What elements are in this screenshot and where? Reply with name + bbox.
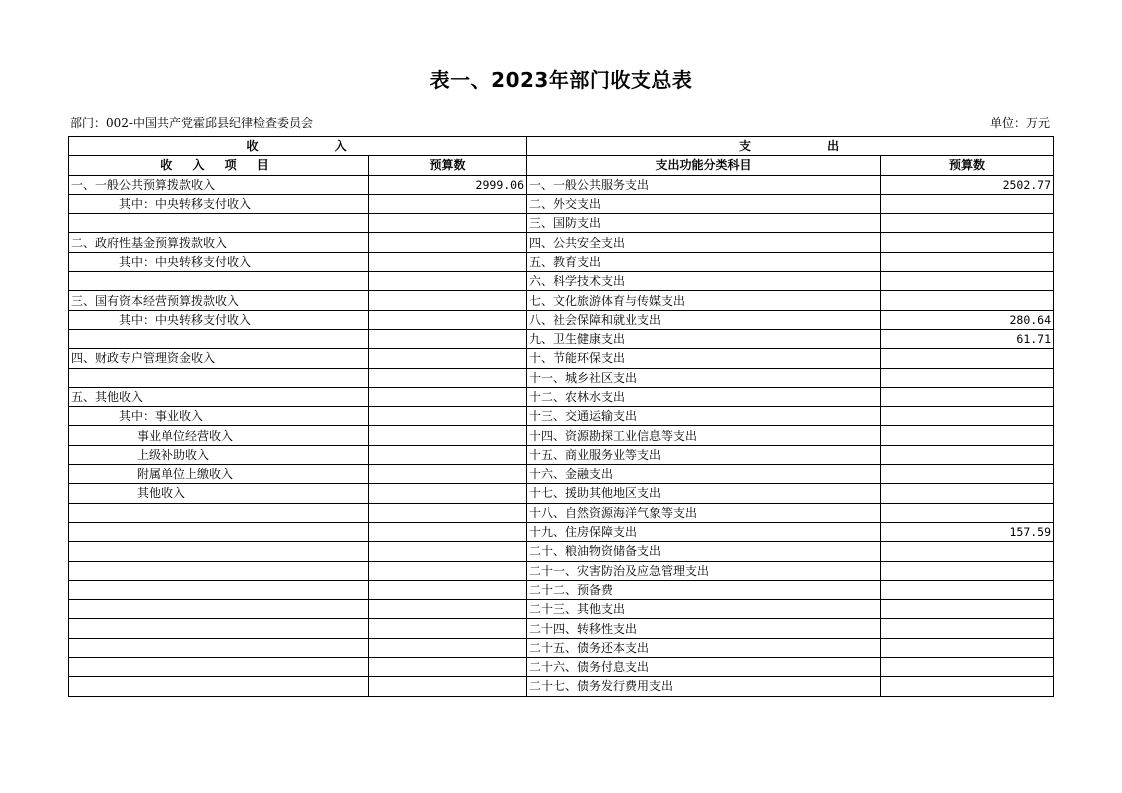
expense-item-cell: 十四、资源勘探工业信息等支出 [527, 426, 881, 445]
expense-budget-cell [881, 561, 1054, 580]
budget-table-body [69, 137, 1054, 697]
table-row [69, 542, 1054, 561]
income-item-cell [69, 658, 369, 677]
table-row [69, 291, 1054, 310]
table-row [69, 387, 1054, 406]
income-budget-cell [369, 619, 527, 638]
table-row [69, 349, 1054, 368]
income-budget-cell [369, 658, 527, 677]
expense-budget-cell [881, 426, 1054, 445]
income-item-cell: 其中：中央转移支付收入 [69, 252, 369, 271]
table-row [69, 368, 1054, 387]
expense-budget-cell [881, 580, 1054, 599]
expense-budget-cell [881, 465, 1054, 484]
income-item-cell: 附属单位上缴收入 [69, 465, 369, 484]
income-item-cell: 其中：中央转移支付收入 [69, 310, 369, 329]
expense-item-header: 支出功能分类科目 [527, 156, 881, 175]
income-group-header-label: 收 入 [246, 139, 349, 154]
page-title: 表一、2023年部门收支总表 [429, 68, 693, 92]
income-budget-cell [369, 522, 527, 541]
income-item-cell [69, 503, 369, 522]
income-budget-cell [369, 503, 527, 522]
expense-budget-cell [881, 677, 1054, 696]
expense-budget-cell [881, 658, 1054, 677]
expense-item-cell: 十、节能环保支出 [527, 349, 881, 368]
income-budget-cell [369, 194, 527, 213]
table-row [69, 677, 1054, 696]
income-item-cell [69, 368, 369, 387]
income-budget-cell [369, 465, 527, 484]
expense-budget-cell: 280.64 [881, 310, 1054, 329]
expense-group-header-label: 支 出 [738, 139, 842, 154]
expense-budget-cell [881, 542, 1054, 561]
income-budget-cell [369, 484, 527, 503]
income-budget-cell [369, 291, 527, 310]
expense-budget-cell [881, 272, 1054, 291]
income-item-header [69, 156, 369, 175]
income-budget-cell [369, 387, 527, 406]
table-row [69, 407, 1054, 426]
income-item-cell: 四、财政专户管理资金收入 [69, 349, 369, 368]
table-row [69, 503, 1054, 522]
income-budget-header: 预算数 [369, 156, 527, 175]
table-row [69, 214, 1054, 233]
expense-budget-cell [881, 291, 1054, 310]
expense-item-cell: 二十六、债务付息支出 [527, 658, 881, 677]
income-budget-cell [369, 214, 527, 233]
income-group-header [69, 137, 527, 156]
expense-item-cell: 八、社会保障和就业支出 [527, 310, 881, 329]
expense-item-cell: 十二、农林水支出 [527, 387, 881, 406]
income-item-cell: 三、国有资本经营预算拨款收入 [69, 291, 369, 310]
expense-item-cell: 十八、自然资源海洋气象等支出 [527, 503, 881, 522]
table-row [69, 484, 1054, 503]
table-row [69, 310, 1054, 329]
expense-budget-cell [881, 600, 1054, 619]
expense-budget-cell [881, 619, 1054, 638]
income-budget-cell [369, 638, 527, 657]
expense-item-cell: 二十三、其他支出 [527, 600, 881, 619]
income-item-cell: 一、一般公共预算拨款收入 [69, 175, 369, 194]
income-budget-cell [369, 407, 527, 426]
expense-budget-cell [881, 368, 1054, 387]
income-budget-cell [369, 272, 527, 291]
table-row [69, 175, 1054, 194]
expense-budget-cell: 61.71 [881, 329, 1054, 348]
expense-budget-cell [881, 349, 1054, 368]
expense-budget-cell [881, 407, 1054, 426]
income-budget-cell [369, 252, 527, 271]
income-item-cell: 上级补助收入 [69, 445, 369, 464]
income-budget-cell [369, 542, 527, 561]
income-item-cell [69, 329, 369, 348]
table-row [69, 465, 1054, 484]
expense-item-cell: 十三、交通运输支出 [527, 407, 881, 426]
income-budget-cell [369, 561, 527, 580]
income-item-cell [69, 561, 369, 580]
income-budget-cell: 2999.06 [369, 175, 527, 194]
expense-item-cell: 七、文化旅游体育与传媒支出 [527, 291, 881, 310]
table-row [69, 658, 1054, 677]
expense-group-header [527, 137, 1054, 156]
income-item-cell [69, 542, 369, 561]
table-row [69, 619, 1054, 638]
expense-item-cell: 四、公共安全支出 [527, 233, 881, 252]
expense-item-cell: 二、外交支出 [527, 194, 881, 213]
income-item-cell [69, 619, 369, 638]
expense-item-cell: 二十四、转移性支出 [527, 619, 881, 638]
table-row [69, 426, 1054, 445]
expense-budget-cell [881, 445, 1054, 464]
expense-budget-cell [881, 387, 1054, 406]
expense-budget-cell [881, 214, 1054, 233]
income-budget-cell [369, 600, 527, 619]
table-row [69, 233, 1054, 252]
expense-item-cell: 二十五、债务还本支出 [527, 638, 881, 657]
expense-budget-cell [881, 503, 1054, 522]
income-item-cell: 其中：事业收入 [69, 407, 369, 426]
income-item-cell [69, 580, 369, 599]
expense-budget-cell: 2502.77 [881, 175, 1054, 194]
income-item-cell [69, 272, 369, 291]
income-budget-cell [369, 426, 527, 445]
income-item-cell [69, 638, 369, 657]
expense-item-cell: 三、国防支出 [527, 214, 881, 233]
table-row [69, 522, 1054, 541]
expense-budget-header: 预算数 [881, 156, 1054, 175]
income-item-cell: 其他收入 [69, 484, 369, 503]
expense-item-cell: 十五、商业服务业等支出 [527, 445, 881, 464]
table-row [69, 445, 1054, 464]
income-budget-cell [369, 349, 527, 368]
income-budget-cell [369, 368, 527, 387]
income-item-cell [69, 600, 369, 619]
department-label: 部门：002-中国共产党霍邱县纪律检查委员会 [70, 116, 313, 130]
income-item-cell: 五、其他收入 [69, 387, 369, 406]
table-row [69, 272, 1054, 291]
table-row [69, 561, 1054, 580]
income-budget-cell [369, 445, 527, 464]
income-budget-cell [369, 329, 527, 348]
expense-budget-cell [881, 484, 1054, 503]
income-item-header-label: 收 入 项 目 [160, 158, 277, 173]
expense-item-cell: 九、卫生健康支出 [527, 329, 881, 348]
expense-item-cell: 二十二、预备费 [527, 580, 881, 599]
table-row [69, 329, 1054, 348]
expense-budget-cell: 157.59 [881, 522, 1054, 541]
expense-budget-cell [881, 194, 1054, 213]
expense-item-cell: 十一、城乡社区支出 [527, 368, 881, 387]
income-item-cell: 二、政府性基金预算拨款收入 [69, 233, 369, 252]
income-budget-cell [369, 677, 527, 696]
income-item-cell [69, 677, 369, 696]
income-item-cell [69, 214, 369, 233]
income-budget-cell [369, 233, 527, 252]
table-row [69, 580, 1054, 599]
expense-item-cell: 二十、粮油物资储备支出 [527, 542, 881, 561]
table-row [69, 600, 1054, 619]
expense-item-cell: 二十七、债务发行费用支出 [527, 677, 881, 696]
expense-budget-cell [881, 252, 1054, 271]
expense-budget-cell [881, 233, 1054, 252]
income-item-cell: 事业单位经营收入 [69, 426, 369, 445]
income-item-cell: 其中：中央转移支付收入 [69, 194, 369, 213]
expense-item-cell: 五、教育支出 [527, 252, 881, 271]
table-row [69, 194, 1054, 213]
income-budget-cell [369, 310, 527, 329]
unit-label: 单位：万元 [989, 116, 1050, 130]
table-row [69, 638, 1054, 657]
expense-item-cell: 十九、住房保障支出 [527, 522, 881, 541]
expense-item-cell: 一、一般公共服务支出 [527, 175, 881, 194]
income-item-cell [69, 522, 369, 541]
expense-item-cell: 十七、援助其他地区支出 [527, 484, 881, 503]
income-budget-cell [369, 580, 527, 599]
column-header-row [69, 156, 1054, 175]
expense-budget-cell [881, 638, 1054, 657]
expense-item-cell: 十六、金融支出 [527, 465, 881, 484]
budget-table [68, 136, 1054, 697]
table-row [69, 252, 1054, 271]
expense-item-cell: 二十一、灾害防治及应急管理支出 [527, 561, 881, 580]
expense-item-cell: 六、科学技术支出 [527, 272, 881, 291]
group-header-row [69, 137, 1054, 156]
